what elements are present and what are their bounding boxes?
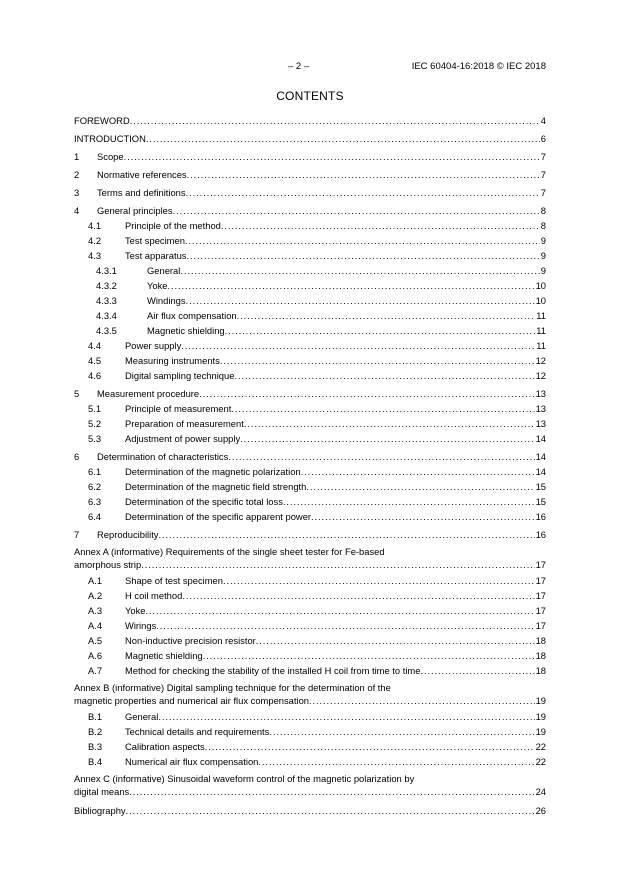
toc-entry-number: 3 <box>74 187 80 198</box>
toc-entry-number: A.3 <box>88 605 103 616</box>
toc-entry[interactable] <box>74 739 546 754</box>
toc-entry[interactable] <box>74 386 546 401</box>
toc-entry-number: 4.3.2 <box>96 280 117 291</box>
dot-leader <box>234 368 534 383</box>
dot-leader <box>159 527 535 542</box>
toc-entry-title: Determination of the specific total loss <box>125 496 283 507</box>
dot-leader <box>186 293 535 308</box>
toc-entry[interactable] <box>74 527 546 542</box>
dot-leader <box>141 558 534 571</box>
toc-entry-number: 5 <box>74 388 80 399</box>
toc-entry-title: FOREWORD <box>74 115 130 126</box>
dot-leader <box>225 323 536 338</box>
toc-entry-number: B.1 <box>88 711 103 722</box>
toc-entry[interactable] <box>74 293 546 308</box>
toc-entry-title: Air flux compensation <box>147 310 237 321</box>
toc-entry-number: A.7 <box>88 665 103 676</box>
toc-entry-title: Test apparatus <box>125 250 187 261</box>
toc-entry-title: Reproducibility <box>97 529 159 540</box>
toc-entry[interactable] <box>74 431 546 446</box>
toc-entry-page: 12 <box>535 355 546 366</box>
toc-entry-title: Yoke <box>147 280 168 291</box>
toc-entry-page: 14 <box>535 451 546 462</box>
toc-entry[interactable] <box>74 278 546 293</box>
toc-entry-page: 11 <box>536 325 546 336</box>
toc-entry-page: 11 <box>536 310 546 321</box>
toc-entry-page: 13 <box>535 388 546 399</box>
toc-entry[interactable] <box>74 803 546 818</box>
dot-leader <box>269 724 534 739</box>
dot-leader <box>199 386 534 401</box>
toc-entry[interactable] <box>74 494 546 509</box>
toc-entry-title: Test specimen <box>125 235 185 246</box>
dot-leader <box>126 803 535 818</box>
toc-entry-page: 18 <box>535 650 546 661</box>
toc-entry-number: 4.4 <box>88 340 102 351</box>
toc-entry[interactable] <box>74 603 546 618</box>
toc-entry[interactable] <box>74 724 546 739</box>
dot-leader <box>237 308 536 323</box>
standard-reference-header: IEC 60404-16:2018 © IEC 2018 <box>411 61 546 72</box>
toc-entry-title: Determination of the magnetic polarization <box>125 466 301 477</box>
toc-entry[interactable] <box>74 633 546 648</box>
dot-leader <box>311 509 535 524</box>
dot-leader <box>223 573 535 588</box>
toc-entry-page: 17 <box>535 605 546 616</box>
toc-entry-number: 4.5 <box>88 355 102 366</box>
toc-entry-page: 7 <box>540 169 546 180</box>
toc-entry[interactable] <box>74 248 546 263</box>
toc-entry[interactable] <box>74 263 546 278</box>
toc-entry-title: Normative references <box>97 169 187 180</box>
toc-entry-page: 16 <box>535 529 546 540</box>
toc-entry-title: Determination of the specific apparent power <box>125 511 312 522</box>
toc-entry[interactable] <box>74 233 546 248</box>
dot-leader <box>187 248 540 263</box>
dot-leader <box>221 218 540 233</box>
toc-entry-number: 6 <box>74 451 80 462</box>
toc-entry-number: A.5 <box>88 635 103 646</box>
toc-entry-page: 24 <box>535 786 546 797</box>
dot-leader <box>309 694 535 707</box>
dot-leader <box>182 588 534 603</box>
toc-entry-page: 13 <box>535 418 546 429</box>
toc-entry-page: 9 <box>540 235 546 246</box>
toc-entry-title: Non-inductive precision resistor <box>125 635 256 646</box>
toc-entry[interactable] <box>74 218 546 233</box>
toc-entry-page: 26 <box>535 805 546 816</box>
toc-entry-number: 4 <box>74 205 80 216</box>
toc-entry-title: Principle of the method <box>125 220 221 231</box>
toc-entry-page: 12 <box>535 370 546 381</box>
toc-entry-number: A.4 <box>88 620 103 631</box>
toc-entry-title: Wirings <box>125 620 157 631</box>
toc-entry-page: 8 <box>540 220 546 231</box>
toc-entry-title: Annex B (informative) Digital sampling technique for the determination of the <box>74 682 391 693</box>
toc-entry-number: B.3 <box>88 741 103 752</box>
toc-entry-number: 4.3.1 <box>96 265 117 276</box>
toc-entry-title: digital means <box>74 786 130 797</box>
toc-entry-title: Bibliography <box>74 805 126 816</box>
toc-entry-title: Power supply <box>125 340 182 351</box>
toc-entry-page: 9 <box>540 250 546 261</box>
toc-entry-page: 7 <box>540 151 546 162</box>
toc-entry[interactable] <box>74 509 546 524</box>
dot-leader <box>146 131 540 146</box>
toc-entry-number: 2 <box>74 169 80 180</box>
dot-leader <box>187 167 540 182</box>
toc-entry[interactable] <box>74 353 546 368</box>
dot-leader <box>244 416 535 431</box>
toc-entry-title: Method for checking the stability of the installed H coil from time to time <box>125 665 421 676</box>
table-of-contents <box>74 113 546 818</box>
toc-entry-page: 22 <box>535 741 546 752</box>
toc-entry-page: 14 <box>535 433 546 444</box>
toc-entry-title: Shape of test specimen <box>125 575 223 586</box>
toc-entry[interactable] <box>74 573 546 588</box>
dot-leader <box>420 663 534 678</box>
toc-entry-page: 19 <box>535 726 546 737</box>
toc-entry-page: 10 <box>535 295 546 306</box>
dot-leader <box>146 603 535 618</box>
toc-entry-page: 19 <box>535 695 546 706</box>
dot-leader <box>186 185 540 200</box>
contents-title: CONTENTS <box>276 89 344 103</box>
dot-leader <box>256 633 535 648</box>
toc-entry-title: Calibration aspects <box>125 741 205 752</box>
toc-entry-title: amorphous strip <box>74 559 142 570</box>
toc-entry-number: 4.2 <box>88 235 102 246</box>
toc-entry-number: 5.3 <box>88 433 102 444</box>
toc-entry-title: Digital sampling technique <box>125 370 235 381</box>
toc-entry-page: 14 <box>535 466 546 477</box>
dot-leader <box>283 494 535 509</box>
dot-leader <box>258 754 534 769</box>
toc-entry-title: General <box>125 711 159 722</box>
toc-entry-title: Adjustment of power supply <box>125 433 241 444</box>
toc-entry[interactable] <box>74 185 546 200</box>
dot-leader <box>231 401 534 416</box>
toc-entry-number: 1 <box>74 151 80 162</box>
toc-entry-title: Numerical air flux compensation <box>125 756 259 767</box>
toc-entry[interactable] <box>74 545 546 573</box>
toc-entry-page: 9 <box>540 265 546 276</box>
toc-entry-number: 4.3.3 <box>96 295 117 306</box>
toc-entry[interactable] <box>74 167 546 182</box>
toc-entry[interactable] <box>74 401 546 416</box>
dot-leader <box>168 278 535 293</box>
toc-entry-title: Windings <box>147 295 186 306</box>
toc-entry-title: Technical details and requirements <box>125 726 270 737</box>
toc-entry-page: 18 <box>535 635 546 646</box>
dot-leader <box>124 149 540 164</box>
dot-leader <box>158 709 534 724</box>
toc-entry-page: 15 <box>535 481 546 492</box>
toc-entry[interactable] <box>74 618 546 633</box>
toc-entry-number: 4.3 <box>88 250 102 261</box>
toc-entry-page: 15 <box>535 496 546 507</box>
toc-entry-number: B.4 <box>88 756 103 767</box>
toc-entry[interactable] <box>74 149 546 164</box>
toc-entry-number: B.2 <box>88 726 103 737</box>
toc-entry[interactable] <box>74 479 546 494</box>
toc-entry-number: 5.2 <box>88 418 102 429</box>
dot-leader <box>130 113 540 128</box>
toc-entry-title: Terms and definitions <box>97 187 186 198</box>
dot-leader <box>228 449 534 464</box>
toc-entry-number: 6.2 <box>88 481 102 492</box>
dot-leader <box>173 203 540 218</box>
toc-entry-page: 17 <box>535 590 546 601</box>
toc-entry[interactable] <box>74 368 546 383</box>
dot-leader <box>203 648 535 663</box>
toc-entry-number: 6.1 <box>88 466 102 477</box>
dot-leader <box>156 618 534 633</box>
toc-entry[interactable] <box>74 203 546 218</box>
toc-entry[interactable] <box>74 464 546 479</box>
dot-leader <box>185 233 540 248</box>
toc-entry-number: 7 <box>74 529 80 540</box>
toc-entry-title: H coil method <box>125 590 183 601</box>
toc-entry[interactable] <box>74 709 546 724</box>
toc-entry-number: 5.1 <box>88 403 102 414</box>
toc-entry-title: INTRODUCTION <box>74 133 146 144</box>
toc-entry-title: Magnetic shielding <box>125 650 203 661</box>
dot-leader <box>306 479 534 494</box>
toc-entry-title: Annex A (informative) Requirements of the single sheet tester for Fe-based <box>74 546 385 557</box>
toc-entry[interactable] <box>74 338 546 353</box>
toc-entry-number: 4.3.5 <box>96 325 117 336</box>
toc-entry-number: A.6 <box>88 650 103 661</box>
dot-leader <box>240 431 534 446</box>
toc-entry[interactable] <box>74 772 546 800</box>
toc-entry-page: 17 <box>535 620 546 631</box>
toc-entry-page: 17 <box>535 575 546 586</box>
toc-entry-number: A.1 <box>88 575 103 586</box>
toc-entry-page: 6 <box>540 133 546 144</box>
toc-entry-title: Determination of characteristics <box>97 451 229 462</box>
dot-leader <box>301 464 535 479</box>
toc-entry[interactable] <box>74 113 546 128</box>
toc-entry-title: Preparation of measurement <box>125 418 244 429</box>
toc-entry-title: Yoke <box>125 605 146 616</box>
toc-entry-number: 4.3.4 <box>96 310 117 321</box>
toc-entry[interactable] <box>74 663 546 678</box>
toc-entry-title: General <box>147 265 181 276</box>
toc-entry[interactable] <box>74 588 546 603</box>
toc-entry-page: 8 <box>540 205 546 216</box>
toc-entry-title: magnetic properties and numerical air flux compensation <box>74 695 310 706</box>
toc-entry-page: 18 <box>535 665 546 676</box>
toc-entry-title: Annex C (informative) Sinusoidal waveform control of the magnetic polarization by <box>74 773 415 784</box>
toc-entry-title: Determination of the magnetic field strength <box>125 481 307 492</box>
toc-entry-number: A.2 <box>88 590 103 601</box>
toc-entry[interactable] <box>74 648 546 663</box>
toc-entry[interactable] <box>74 754 546 769</box>
toc-entry-page: 11 <box>536 340 546 351</box>
toc-entry[interactable] <box>74 308 546 323</box>
toc-entry[interactable] <box>74 131 546 146</box>
toc-entry-page: 13 <box>535 403 546 414</box>
toc-entry-page: 4 <box>540 115 546 126</box>
toc-entry-title: Magnetic shielding <box>147 325 225 336</box>
toc-entry-number: 6.4 <box>88 511 102 522</box>
dot-leader <box>129 785 534 798</box>
dot-leader <box>181 338 535 353</box>
toc-entry[interactable] <box>74 416 546 431</box>
toc-entry-title: Scope <box>97 151 124 162</box>
toc-entry-title: Measuring instruments <box>125 355 220 366</box>
toc-entry-page: 22 <box>535 756 546 767</box>
toc-entry-title: Measurement procedure <box>97 388 200 399</box>
toc-entry-page: 7 <box>540 187 546 198</box>
toc-entry-page: 10 <box>535 280 546 291</box>
toc-entry[interactable] <box>74 323 546 338</box>
toc-entry-title: Principle of measurement <box>125 403 232 414</box>
toc-entry-page: 19 <box>535 711 546 722</box>
toc-entry-title: General principles <box>97 205 173 216</box>
toc-entry-page: 17 <box>535 559 546 570</box>
toc-entry[interactable] <box>74 681 546 709</box>
page-number-header: – 2 – <box>288 61 310 72</box>
toc-entry-number: 4.6 <box>88 370 102 381</box>
dot-leader <box>220 353 535 368</box>
toc-entry-number: 6.3 <box>88 496 102 507</box>
dot-leader <box>205 739 535 754</box>
toc-entry[interactable] <box>74 449 546 464</box>
toc-entry-page: 16 <box>535 511 546 522</box>
dot-leader <box>180 263 539 278</box>
toc-entry-number: 4.1 <box>88 220 102 231</box>
